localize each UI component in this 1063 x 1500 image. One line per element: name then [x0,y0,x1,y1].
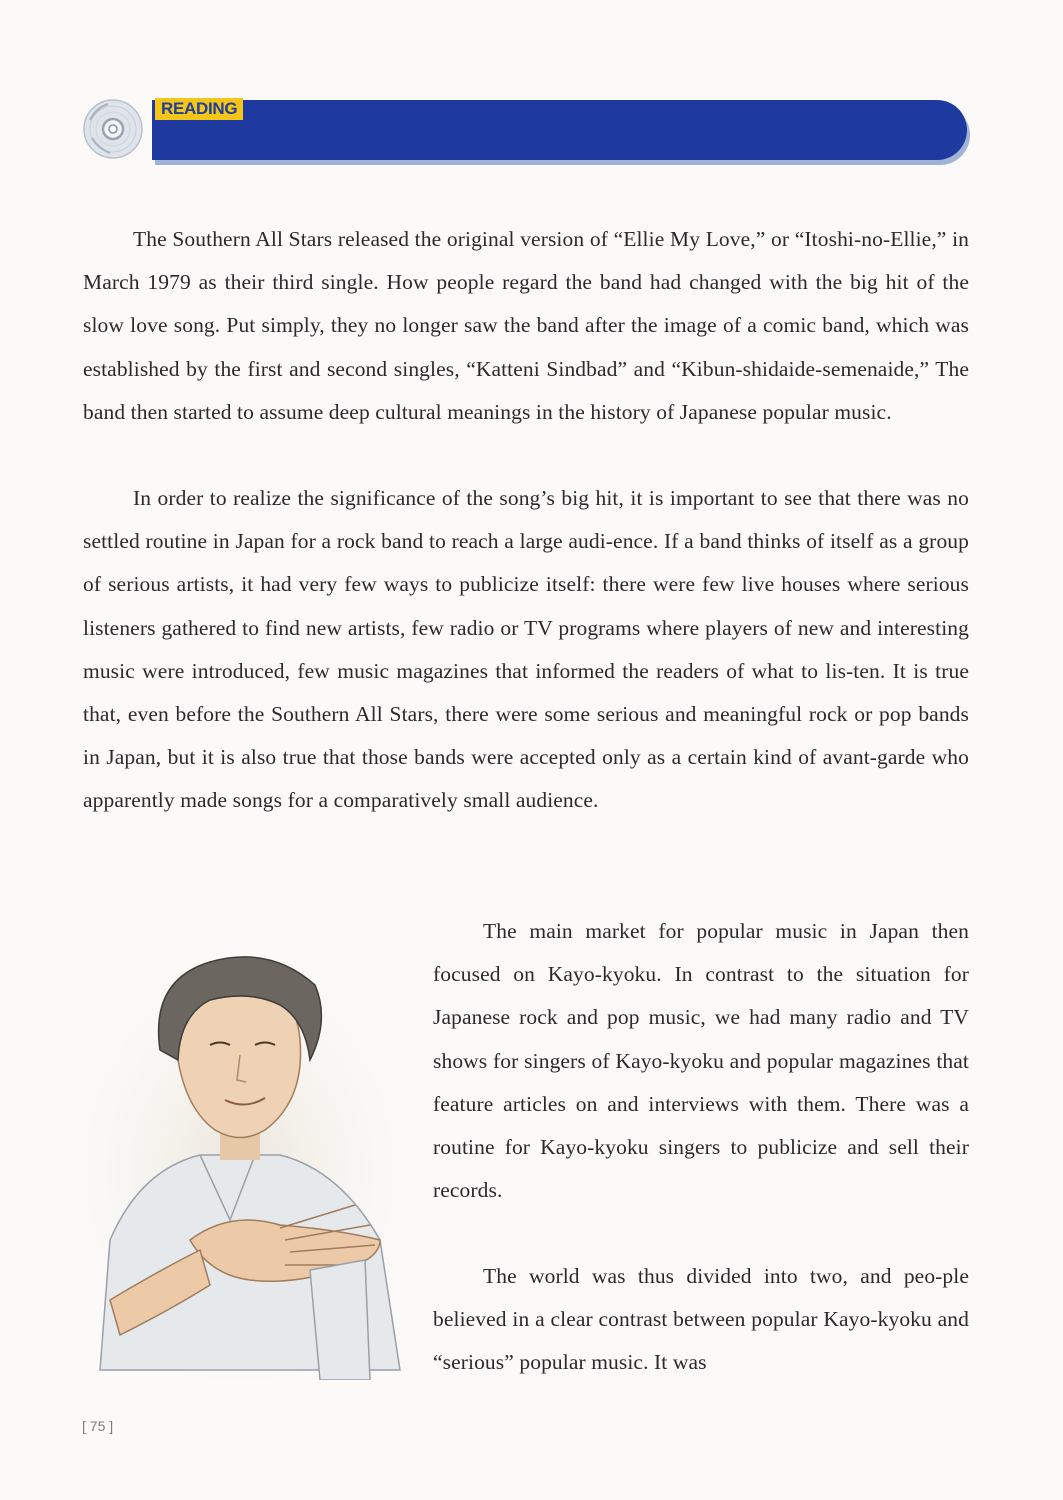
paragraph: The Southern All Stars released the original version of “Ellie My Love,” or “Itoshi-no-Ellie,” in March 1979 as their third single. How people regard the band had changed with the big hit of the slow love song. Put simply, they no longer saw the band after the image of a comic band, which was established by the first and second singles, “Katteni Sindbad” and “Kibun-shidaide-semenaide,” The band then started to assume deep cultural meanings in the history of Japanese popular music. [83,227,969,424]
portrait-illustration [80,940,410,1380]
cd-disc-icon [82,98,148,160]
paragraph: The world was thus divided into two, and peo-ple believed in a clear contrast between popular Kayo-kyoku and “serious” popular music. It was [433,1264,969,1375]
section-label: READING [155,98,243,120]
paragraph: In order to realize the significance of the song’s big hit, it is important to see that there was no settled routine in Japan for a rock band to reach a large audi-ence. If a band thinks of itself as a group of serious artists, it had very few ways to publicize itself: there were few live houses where serious listeners gathered to find new artists, few radio or TV programs where players of new and interesting music were introduced, few music magazines that informed the readers of what to lis-ten. It is true that, even before the Southern All Stars, there were some serious and meaningful rock or pop bands in Japan, but it is also true that those bands were accepted only as a certain kind of avant-garde who apparently made songs for a comparatively small audience. [83,486,969,813]
page-number: [ 75 ] [82,1418,114,1434]
header-bar [152,100,967,160]
paragraph: The main market for popular music in Japan then focused on Kayo-kyoku. In contrast to the situation for Japanese rock and pop music, we had many radio and TV shows for singers of Kayo-kyoku and popular magazines that feature articles on and interviews with them. There was a routine for Kayo-kyoku singers to publicize and sell their records. [433,919,969,1203]
